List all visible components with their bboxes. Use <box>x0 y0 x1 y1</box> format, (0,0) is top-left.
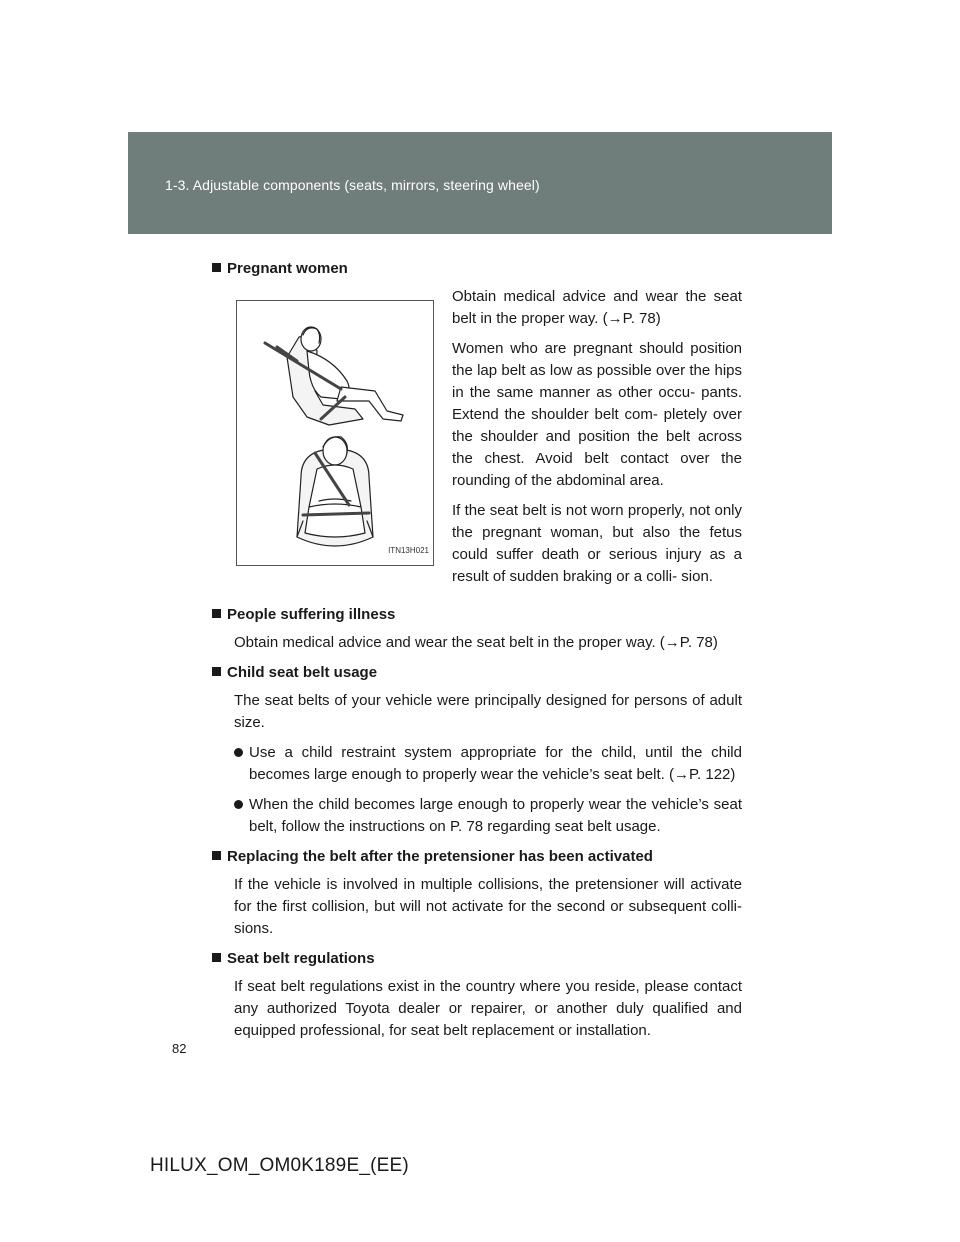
heading-pretensioner: Replacing the belt after the pretensioner has been activated <box>227 848 653 865</box>
regulations-body: If seat belt regulations exist in the country where you reside, please contact any authorized Toyota dealer or repairer, or another duly qualified and equipped professional, for seat belt replacement or installation. <box>234 978 742 1039</box>
list-item <box>212 794 742 838</box>
child-bullet-1: Use a child restraint system appropriate for the child, until the child becomes large enough to properly wear the vehicle’s seat belt. (→P. 122) <box>249 744 742 783</box>
pregnant-text <box>452 286 742 596</box>
heading-illness: People suffering illness <box>227 606 396 623</box>
illness-body: Obtain medical advice and wear the seat belt in the proper way. (→P. 78) <box>234 634 718 651</box>
pregnant-seatbelt-illustration <box>236 300 434 566</box>
heading-regulations: Seat belt regulations <box>227 950 375 967</box>
square-bullet-icon <box>212 851 221 860</box>
pregnant-paragraph-2: Women who are pregnant should position the lap belt as low as possible over the hips in the same manner as other occu- pants. Extend the shoulder belt com- pletely over the shoulder and position the belt across the chest. Avoid belt contact over the rounding of the abdominal area. <box>452 340 742 489</box>
pregnant-paragraph-1: Obtain medical advice and wear the seat belt in the proper way. (→P. 78) <box>452 288 742 327</box>
pregnant-woman-seatbelt-drawing <box>237 301 433 565</box>
square-bullet-icon <box>212 667 221 676</box>
section-child <box>212 662 742 838</box>
document-code: HILUX_OM_OM0K189E_(EE) <box>150 1155 409 1176</box>
round-bullet-icon <box>234 748 243 757</box>
square-bullet-icon <box>212 609 221 618</box>
child-body: The seat belts of your vehicle were principally designed for persons of adult size. <box>234 692 742 731</box>
heading-child: Child seat belt usage <box>227 664 378 681</box>
page-content <box>212 258 742 1050</box>
square-bullet-icon <box>212 953 221 962</box>
section-pregnant <box>212 258 742 596</box>
round-bullet-icon <box>234 800 243 809</box>
page-number: 82 <box>172 1041 187 1056</box>
heading-pregnant: Pregnant women <box>227 260 348 277</box>
section-regulations <box>212 948 742 1042</box>
section-title: 1-3. Adjustable components (seats, mirrors, steering wheel) <box>165 177 540 193</box>
figure-code: ITN13H021 <box>388 546 429 555</box>
section-pretensioner <box>212 846 742 940</box>
pretensioner-body: If the vehicle is involved in multiple collisions, the pretensioner will activate for the first collision, but will not activate for the second or subsequent colli- sions. <box>234 876 742 937</box>
pregnant-paragraph-3: If the seat belt is not worn properly, not only the pregnant woman, but also the fetus could suffer death or serious injury as a result of sudden braking or a colli- sion. <box>452 502 742 585</box>
section-illness <box>212 604 742 654</box>
list-item <box>212 742 742 786</box>
child-bullet-2: When the child becomes large enough to properly wear the vehicle’s seat belt, follow the instructions on P. 78 regarding seat belt usage. <box>249 796 742 835</box>
square-bullet-icon <box>212 263 221 272</box>
